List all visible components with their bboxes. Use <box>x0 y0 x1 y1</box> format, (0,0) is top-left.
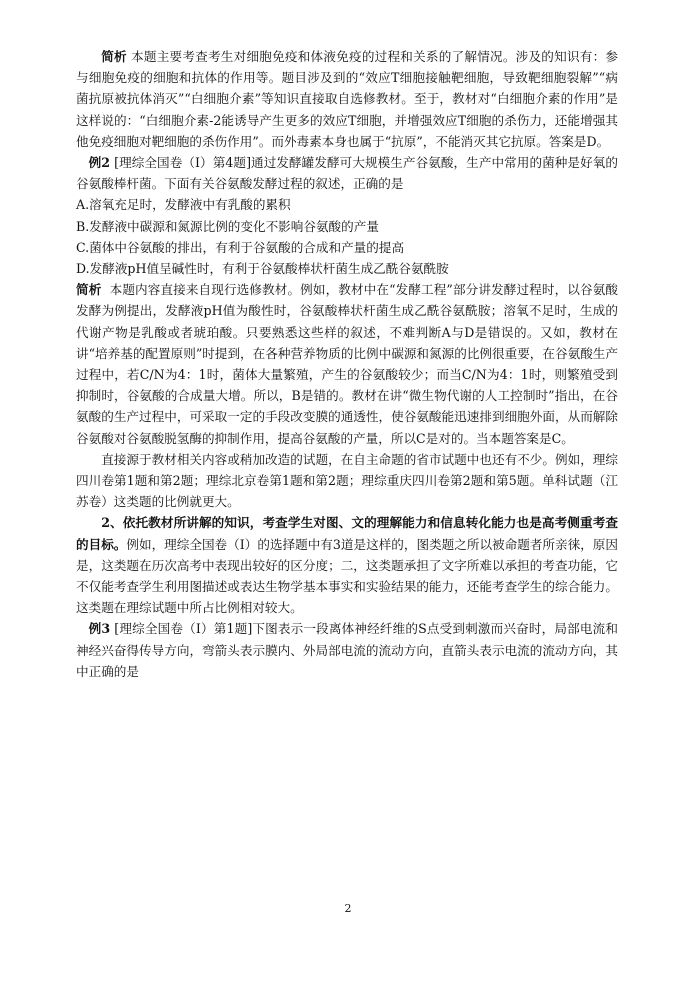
paragraph-point-2 <box>76 512 618 618</box>
paragraph-textbook-questions: 直接源于教材相关内容或稍加改造的试题，在自主命题的省市试题中也还有不少。例如，理综四川卷第1题和第2题；理综北京卷第1题和第2题；理综重庆四川卷第2题和第5题。单科试题（江苏卷）这类题的比例就更大。 <box>76 451 618 510</box>
option-c: C.菌体中谷氨酸的排出，有利于谷氨酸的合成和产量的提高 <box>76 239 405 255</box>
analysis-label: 简析 <box>76 282 102 298</box>
page-number: 2 <box>344 902 352 915</box>
analysis-text: 本题主要考查考生对细胞免疫和体液免疫的过程和关系的了解情况。涉及的知识有：参与细胞免疫的细胞和抗体的作用等。题目涉及到的“效应T细胞接触靶细胞，导致靶细胞裂解”“病菌抗原被抗体消灭”“白细胞介素”等知识直接取自选修教材。至于，教材对“白细胞介素的作用”是这样说的：“白细胞介素-2能诱导产生更多的效应T细胞，并增强效应T细胞的杀伤力，还能增强其他免疫细胞对靶细胞的杀伤作用”。而外毒素本身也属于“抗原”，不能消灭其它抗原。答案是D。 <box>76 49 618 149</box>
example-text: [理综全国卷（I）第4题]通过发酵罐发酵可大规模生产谷氨酸，生产中常用的菌种是好氧的谷氨酸棒杆菌。下面有关谷氨酸发酵过程的叙述，正确的是 <box>76 155 618 192</box>
point-2-text: 例如，理综全国卷（I）的选择题中有3道是这样的，图类题之所以被命题者所亲徕，原因是，这类题在历次高考中表现出较好的区分度；二，这类题承担了文字所难以承担的考查功能，它不仅能考查学生利用图描述或表达生物学基本事实和实验结果的能力，还能考查学生的综合能力。这类题在理综试题中所占比例相对较大。 <box>76 536 618 616</box>
option-b: B.发酵液中碳源和氮源比例的变化不影响谷氨酸的产量 <box>76 218 379 234</box>
analysis-text: 本题内容直接来自现行选修教材。例如，教材中在“发酵工程”部分讲发酵过程时，以谷氨酸发酵为例提出，发酵液pH值为酸性时，谷氨酸棒状杆菌生成乙酰谷氨酰胺；溶氧不足时，生成的代谢产物是乳酸或者琥珀酸。只要熟悉这些样的叙述，不难判断A与D是错误的。又如，教材在讲“培养基的配置原则”时提到，在各种营养物质的比例中碳源和氮源的比例很重要，在谷氨酸生产过程中，若C/N为4：1时，菌体大量繁殖，产生的谷氨酸较少；而当C/N为4：1时，则繁殖受到抑制时，谷氨酸的合成量大增。所以，B是错的。教材在讲“微生物代谢的人工控制时”指出，在谷氨酸的生产过程中，可采取一定的手段改变膜的通透性，使谷氨酸能迅速排到细胞外面，从而解除谷氨酸对谷氨酸脱氢酶的抑制作用，提高谷氨酸的产量，所以C是对的。当本题答案是C。 <box>76 282 618 446</box>
option-d: D.发酵液pH值呈碱性时，有利于谷氨酸棒状杆菌生成乙酰谷氨酰胺 <box>76 261 449 277</box>
analysis-paragraph-1 <box>76 46 618 152</box>
example-3-question <box>76 618 618 682</box>
analysis-label: 简析 <box>101 49 127 64</box>
example-label: 例2 <box>88 155 111 171</box>
example-text: [理综全国卷（I）第1题]下图表示一段离体神经纤维的S点受到刺激而兴奋时，局部电流和神经兴奋得传导方向，弯箭头表示膜内、外局部电流的流动方向，直箭头表示电流的流动方向，其中正确的是 <box>76 621 618 679</box>
analysis-paragraph-2 <box>76 279 618 449</box>
point-2-heading: 2、依托教材所讲解的知识，考查学生对图、文的理解能力和信息转化能力也是高考侧重考查的目标。 <box>76 515 618 552</box>
document-body <box>76 46 618 682</box>
option-a: A.溶氧充足时，发酵液中有乳酸的累积 <box>76 197 291 213</box>
example-label: 例3 <box>88 621 111 637</box>
example-2-question <box>76 152 618 194</box>
